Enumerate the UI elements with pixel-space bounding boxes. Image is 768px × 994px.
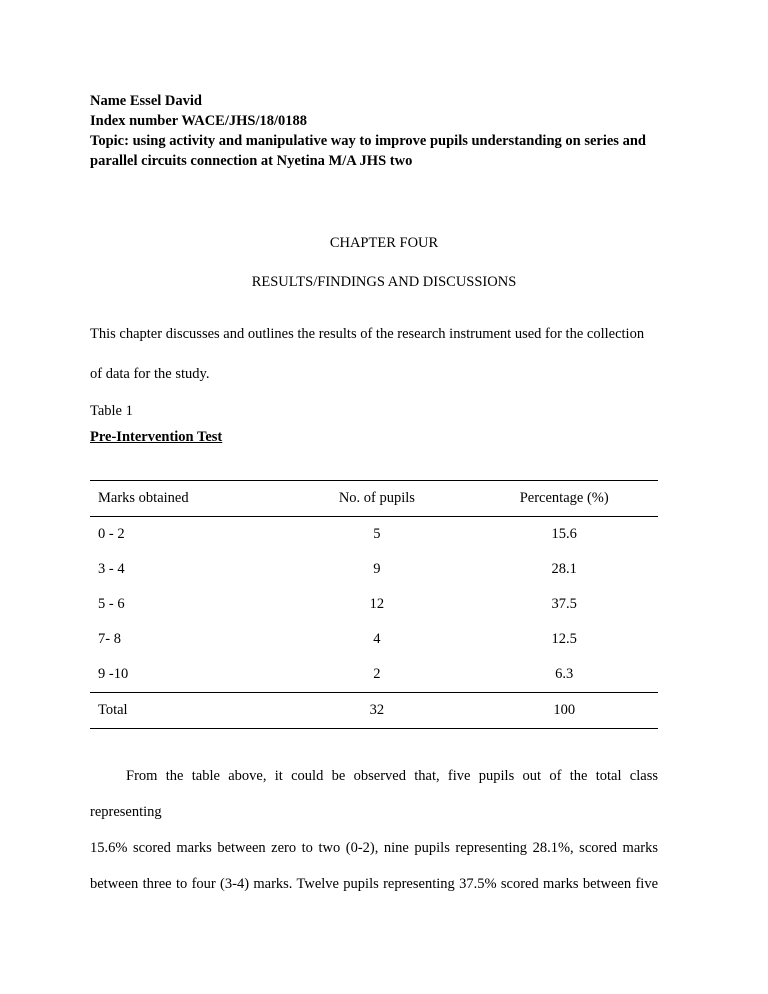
results-table: [90, 480, 658, 729]
cell-percentage: 28.1: [551, 561, 577, 577]
intro-line-2: of data for the study.: [90, 366, 210, 382]
chapter-number: CHAPTER FOUR: [329, 235, 439, 251]
total-percentage: 100: [470, 693, 658, 729]
student-name: Name Essel David: [90, 93, 202, 109]
paragraph-line-1: From the table above, it could be observed that, five pupils out of the total class representing: [90, 768, 658, 820]
cell-pupils: 5: [373, 526, 381, 542]
total-pupils: 32: [283, 693, 470, 729]
cell-percentage: 6.3: [555, 666, 574, 682]
table-row: [90, 517, 658, 553]
cell-percentage: 15.6: [551, 526, 577, 542]
cell-pupils: 2: [373, 666, 381, 682]
discussion-paragraph: [90, 758, 658, 902]
cell-marks: 7- 8: [98, 631, 121, 647]
cell-marks: 9 -10: [98, 666, 129, 682]
table-row: [90, 657, 658, 693]
table-total-row: [90, 693, 658, 729]
paragraph-line-2: 15.6% scored marks between zero to two (0-2), nine pupils representing 28.1%, scored marks: [90, 840, 658, 856]
cell-pupils: 9: [373, 561, 381, 577]
paragraph-line-3: between three to four (3-4) marks. Twelve pupils representing 37.5% scored marks between five: [90, 876, 658, 892]
cell-marks: 5 - 6: [98, 596, 125, 612]
table-row: [90, 622, 658, 657]
table-label: Table 1: [90, 403, 133, 419]
table-row: [90, 552, 658, 587]
table-title: Pre-Intervention Test: [90, 429, 223, 445]
cell-marks: 3 - 4: [98, 561, 125, 577]
header-pupils: No. of pupils: [283, 481, 470, 517]
table-row: [90, 587, 658, 622]
cell-pupils: 12: [369, 596, 385, 612]
total-label: Total: [90, 693, 283, 729]
table-header-row: [90, 481, 658, 517]
header-percentage: Percentage (%): [470, 481, 658, 517]
student-header: [90, 91, 690, 171]
cell-percentage: 37.5: [551, 596, 577, 612]
chapter-title: RESULTS/FINDINGS AND DISCUSSIONS: [251, 274, 517, 290]
header-marks: Marks obtained: [90, 481, 283, 517]
cell-percentage: 12.5: [551, 631, 577, 647]
topic: Topic: using activity and manipulative way to improve pupils understanding on series and parallel circuits connection at Nyetina M/A JHS two: [90, 133, 646, 169]
cell-marks: 0 - 2: [98, 526, 125, 542]
index-number: Index number WACE/JHS/18/0188: [90, 113, 308, 129]
cell-pupils: 4: [373, 631, 381, 647]
intro-line-1: This chapter discusses and outlines the results of the research instrument used for the collection: [90, 326, 645, 342]
